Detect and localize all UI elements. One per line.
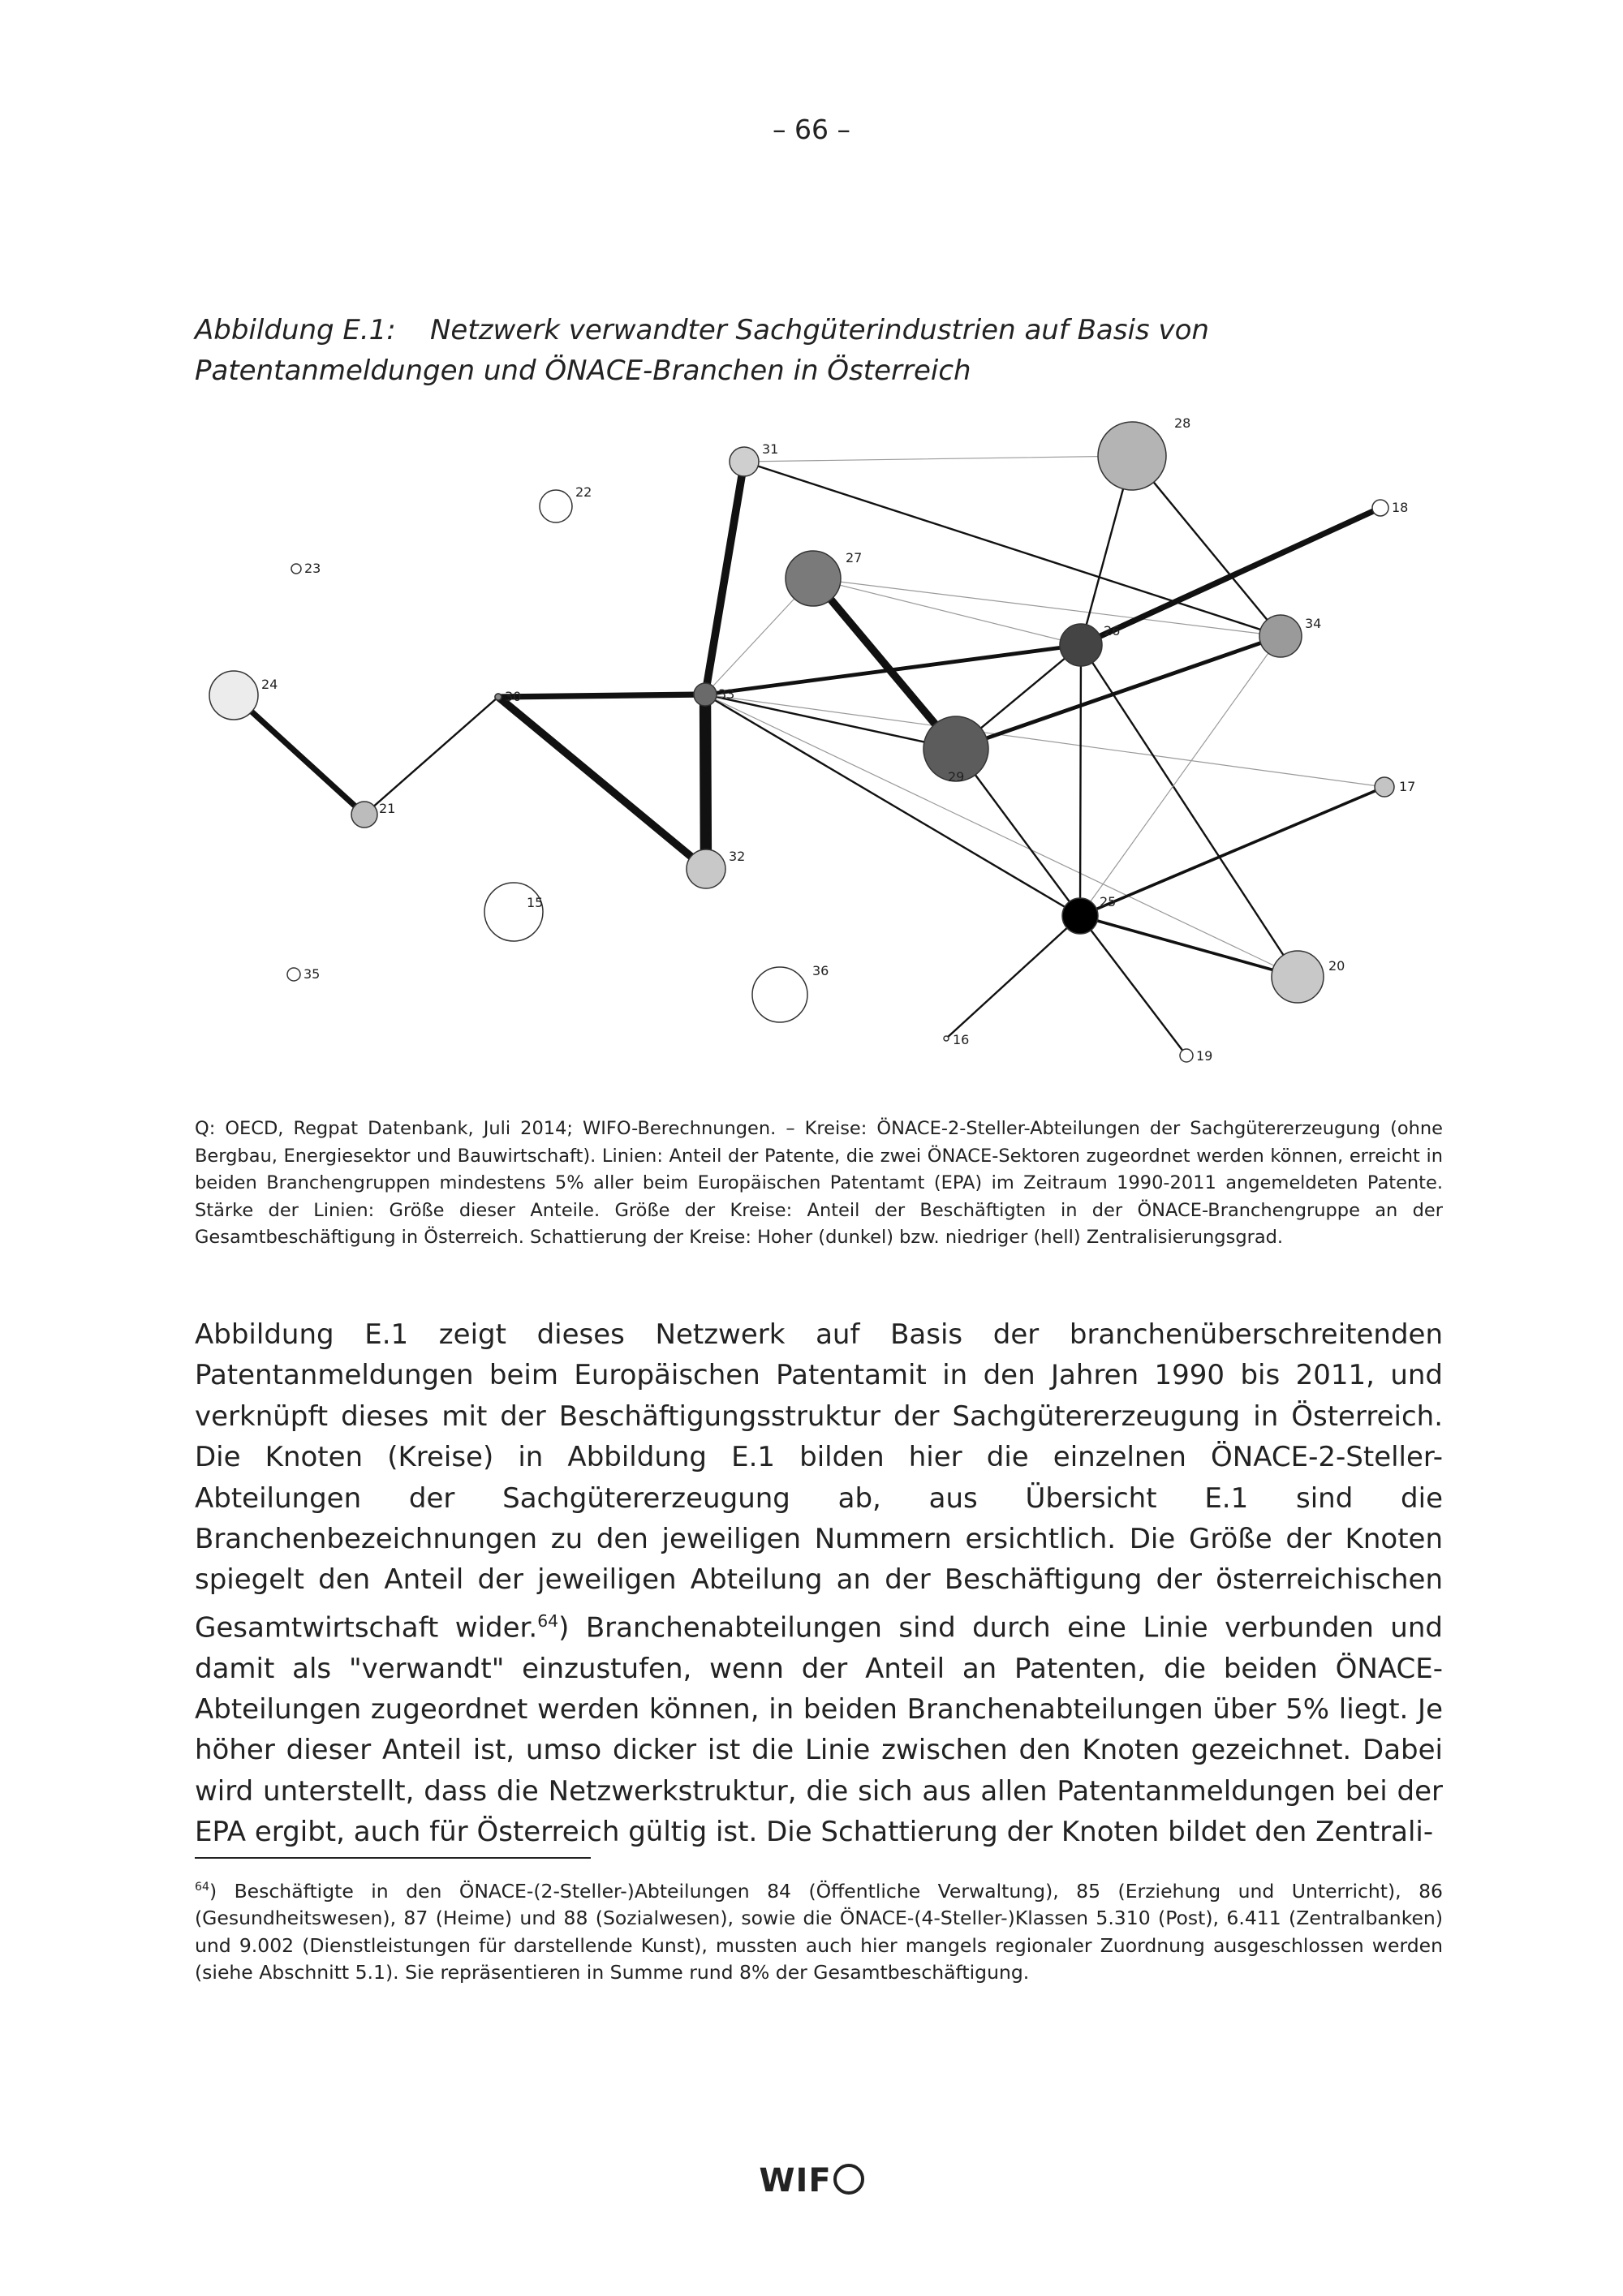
edge-26-20 bbox=[1081, 645, 1298, 977]
wifo-logo-text: WIF bbox=[759, 2162, 832, 2199]
node-label-32: 32 bbox=[729, 849, 746, 864]
figure-title-line1: Netzwerk verwandter Sachgüterindustrien auf Basis von bbox=[430, 314, 1209, 346]
edge-29-34 bbox=[956, 636, 1281, 749]
node-36 bbox=[752, 967, 807, 1022]
node-label-34: 34 bbox=[1305, 616, 1322, 631]
edge-26-25 bbox=[1080, 645, 1081, 916]
node-15 bbox=[484, 883, 543, 941]
node-31 bbox=[730, 447, 759, 476]
figure-caption bbox=[195, 310, 1461, 391]
node-34 bbox=[1259, 615, 1302, 657]
edge-layer bbox=[234, 456, 1384, 1056]
node-label-24: 24 bbox=[261, 677, 278, 692]
wifo-logo bbox=[0, 2162, 1623, 2199]
edge-26-18 bbox=[1081, 508, 1380, 645]
body-paragraph bbox=[195, 1314, 1443, 1853]
node-23 bbox=[291, 564, 301, 574]
edge-33-25 bbox=[705, 694, 1080, 916]
figure-caption-line1 bbox=[195, 310, 1461, 350]
node-label-27: 27 bbox=[846, 550, 863, 565]
edge-25-19 bbox=[1080, 916, 1186, 1056]
edge-31-28 bbox=[744, 456, 1132, 462]
edge-30-32 bbox=[498, 697, 706, 869]
node-27 bbox=[786, 551, 841, 606]
node-label-20: 20 bbox=[1328, 958, 1345, 974]
node-32 bbox=[687, 849, 725, 888]
node-label-29: 29 bbox=[948, 769, 965, 785]
edge-33-32 bbox=[705, 694, 706, 869]
node-28 bbox=[1098, 422, 1166, 490]
node-label-36: 36 bbox=[812, 963, 829, 978]
node-label-16: 16 bbox=[953, 1032, 970, 1047]
node-26 bbox=[1060, 624, 1102, 666]
footnote-marker: 64 bbox=[195, 1881, 209, 1894]
node-18 bbox=[1372, 500, 1388, 516]
footnote-divider bbox=[195, 1857, 591, 1859]
node-layer bbox=[209, 415, 1415, 1064]
node-label-30: 30 bbox=[505, 689, 522, 704]
body-text-part2: ) Branchenabteilungen sind durch eine Linie verbunden und damit als "verwandt" einzustufen, wenn der Anteil an Patenten, die beiden ÖNACE-Abteilungen zugeordnet werden können, in beiden Branchenabteilungen über 5% liegt. Je höher dieser Anteil ist, umso dicker ist die Linie zwischen den Knoten gezeichnet. Dabei wird unterstellt, dass die Netzwerkstruktur, die sich aus allen Patentanmeldungen bei der EPA ergibt, auch für Österreich gültig ist. Die Schattierung der Knoten bildet den Zentrali- bbox=[195, 1611, 1443, 1849]
footnote-reference[interactable]: 64 bbox=[537, 1610, 559, 1631]
node-16 bbox=[944, 1036, 949, 1041]
edge-21-30 bbox=[364, 697, 498, 815]
footnote-text: ) Beschäftigte in den ÖNACE-(2-Steller-)Abteilungen 84 (Öffentliche Verwaltung), 85 (Erziehung und Unterricht), 86 (Gesundheitswesen), 87 (Heime) und 88 (Sozialwesen), sowie die ÖNACE-(4-Steller-)Klassen 5.310 (Post), 6.411 (Zentralbanken) und 9.002 (Dienstleistungen für darstellende Kunst), mussten auch hier mangels regionaler Zuordnung ausgeschlossen werden (siehe Abschnitt 5.1). Sie repräsentieren in Summe rund 8% der Gesamtbeschäftigung. bbox=[195, 1879, 1443, 1984]
node-17 bbox=[1375, 777, 1394, 797]
node-21 bbox=[351, 802, 377, 828]
edge-24-21 bbox=[234, 695, 364, 815]
node-label-19: 19 bbox=[1196, 1048, 1213, 1064]
node-33 bbox=[694, 683, 717, 706]
node-label-28: 28 bbox=[1174, 415, 1191, 431]
figure-source-note: Q: OECD, Regpat Datenbank, Juli 2014; WIFO-Berechnungen. – Kreise: ÖNACE-2-Steller-Abteilungen der Sachgütererzeugung (ohne Bergbau, Energiesektor und Bauwirtschaft). Linien: Anteil der Patente, die zwei ÖNACE-Sektoren zugeordnet werden können, erreicht in beiden Branchengruppen mindestens 5% aller beim Europäischen Patentamt (EPA) im Zeitraum 1990-2011 angemeldeten Patente. Stärke der Linien: Größe dieser Anteile. Größe der Kreise: Anteil der Beschäftigten in der ÖNACE-Branchengruppe an der Gesamtbeschäftigung in Österreich. Schattierung der Kreise: Hoher (dunkel) bzw. niedriger (hell) Zentralisierungsgrad. bbox=[195, 1118, 1443, 1248]
node-22 bbox=[540, 490, 572, 522]
node-20 bbox=[1272, 951, 1324, 1003]
node-label-35: 35 bbox=[304, 966, 321, 982]
edge-30-33 bbox=[498, 694, 705, 697]
node-label-26: 26 bbox=[1104, 623, 1121, 638]
wifo-logo-circle bbox=[833, 2164, 864, 2195]
node-label-17: 17 bbox=[1399, 779, 1416, 794]
node-label-33: 33 bbox=[718, 686, 735, 702]
node-label-22: 22 bbox=[575, 484, 592, 500]
page-number: – 66 – bbox=[773, 114, 850, 145]
node-19 bbox=[1180, 1049, 1193, 1062]
node-label-25: 25 bbox=[1100, 894, 1117, 909]
node-25 bbox=[1062, 898, 1098, 934]
edge-31-34 bbox=[744, 462, 1281, 636]
footnote bbox=[195, 1874, 1443, 1987]
figure-title-line2: Patentanmeldungen und ÖNACE-Branchen in Österreich bbox=[195, 355, 971, 387]
figure-label: Abbildung E.1: bbox=[195, 314, 396, 346]
edge-27-26 bbox=[813, 578, 1081, 645]
node-35 bbox=[287, 968, 300, 981]
node-label-18: 18 bbox=[1392, 500, 1409, 515]
network-graph bbox=[195, 410, 1461, 1083]
node-30 bbox=[495, 694, 502, 700]
node-label-21: 21 bbox=[379, 801, 396, 816]
node-24 bbox=[209, 671, 258, 720]
body-text-part1: Abbildung E.1 zeigt dieses Netzwerk auf Basis der branchenüberschreitenden Patentanmeldungen beim Europäischen Patentamit in den Jahren 1990 bis 2011, und verknüpft dieses mit der Beschäftigungsstruktur der Sachgütererzeugung in Österreich. Die Knoten (Kreise) in Abbildung E.1 bilden hier die einzelnen ÖNACE-2-Steller-Abteilungen der Sachgütererzeugung ab, aus Übersicht E.1 sind die Branchenbezeichnungen zu den jeweiligen Nummern ersichtlich. Die Größe der Knoten spiegelt den Anteil der jeweiligen Abteilung an der Beschäftigung der österreichischen Gesamtwirtschaft wider. bbox=[195, 1318, 1443, 1645]
node-label-15: 15 bbox=[527, 895, 544, 910]
node-label-31: 31 bbox=[762, 441, 779, 457]
node-label-23: 23 bbox=[304, 561, 321, 576]
edge-33-17 bbox=[705, 694, 1384, 787]
edge-25-16 bbox=[946, 916, 1080, 1038]
